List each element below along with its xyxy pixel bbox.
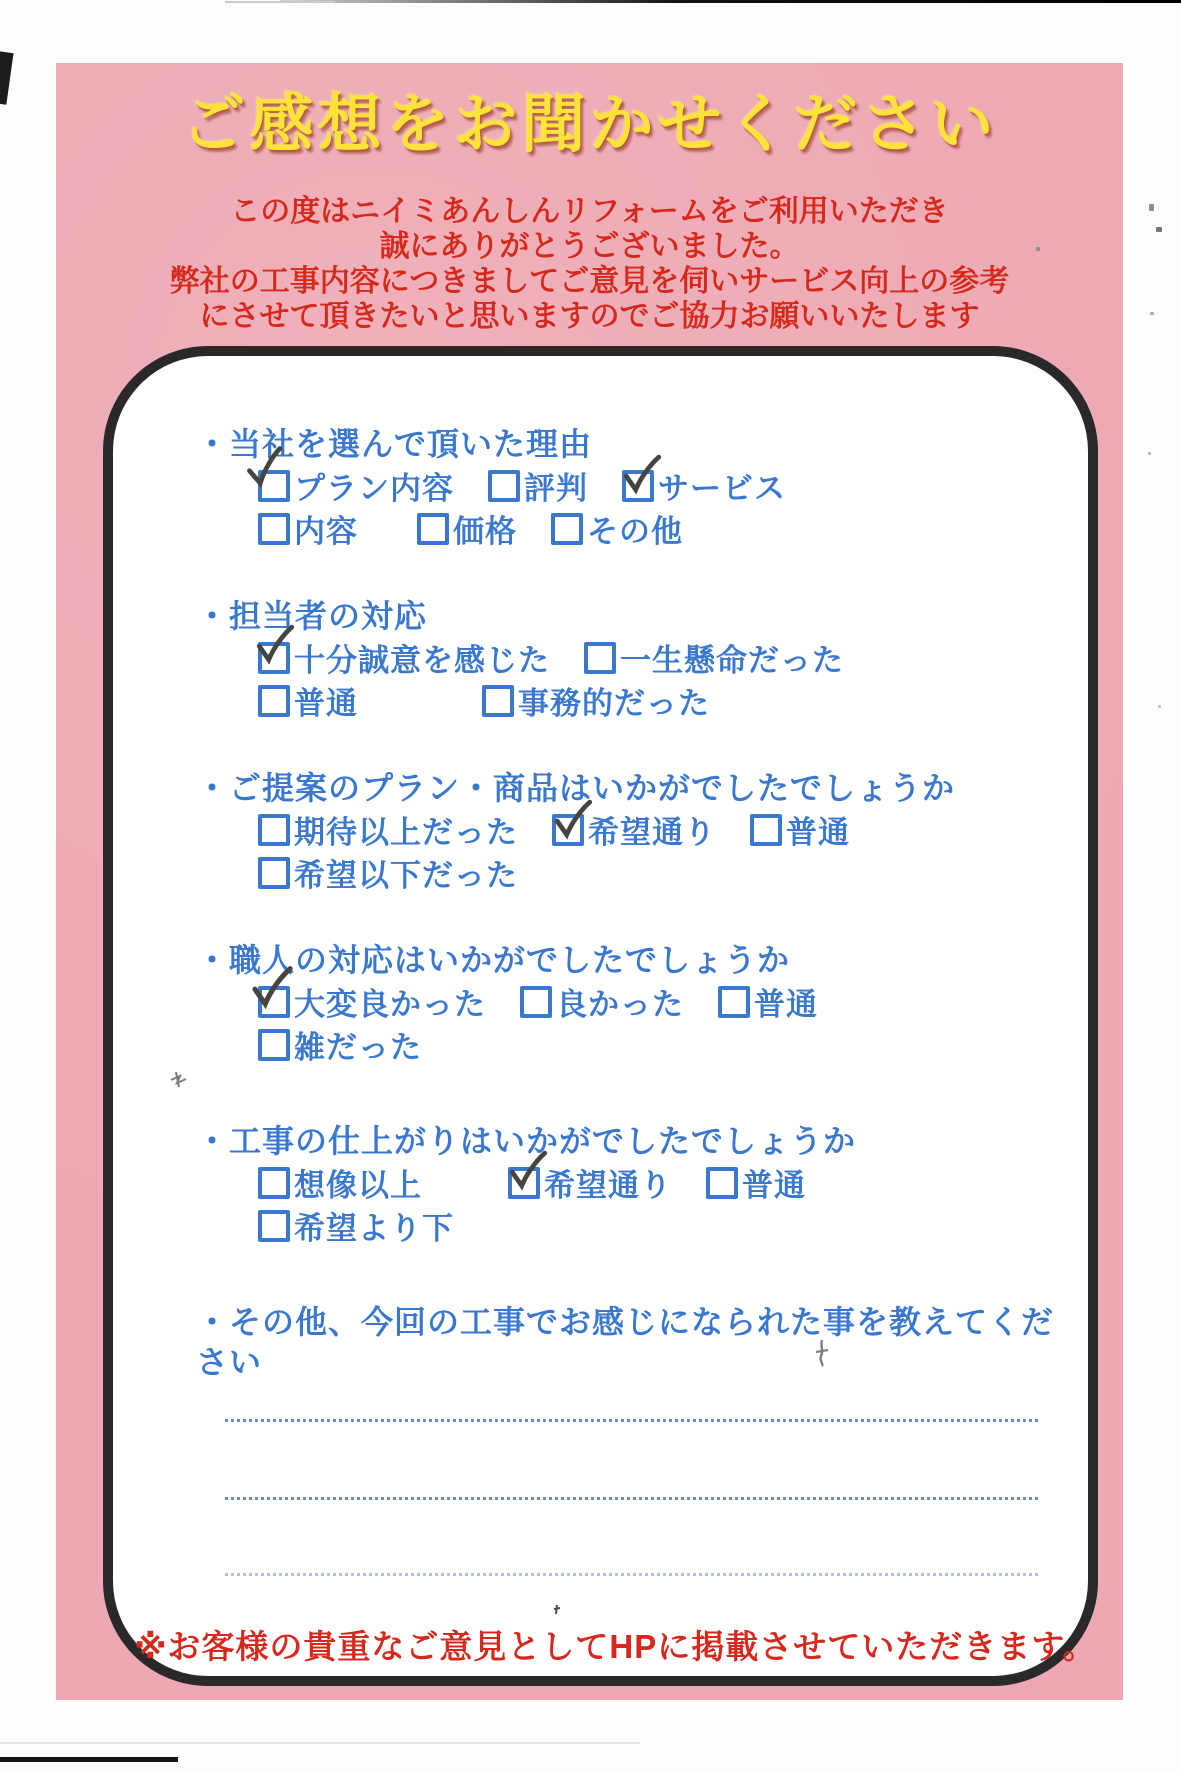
option-label: 普通 bbox=[786, 815, 850, 850]
option-label: 希望より下 bbox=[294, 1211, 454, 1246]
option-row bbox=[258, 808, 1056, 851]
scan-artifact-corner bbox=[0, 51, 14, 104]
survey-option[interactable] bbox=[417, 506, 517, 551]
question-heading: ・担当者の対応 bbox=[196, 598, 428, 634]
checkbox bbox=[258, 513, 290, 545]
option-label: 想像以上 bbox=[294, 1168, 422, 1203]
option-row bbox=[258, 980, 1056, 1023]
checkbox bbox=[508, 1167, 540, 1199]
checkbox bbox=[258, 986, 290, 1018]
option-label: 期待以上だった bbox=[294, 815, 518, 850]
scan-speck bbox=[1158, 705, 1161, 708]
option-row bbox=[258, 679, 1056, 722]
survey-option[interactable] bbox=[551, 506, 683, 551]
survey-option[interactable] bbox=[482, 678, 710, 723]
option-row bbox=[258, 1161, 1056, 1204]
question-heading: ・その他、今回の工事でお感じになられた事を教えてください bbox=[196, 1304, 1055, 1380]
option-label: プラン内容 bbox=[294, 471, 454, 506]
checkbox bbox=[258, 1167, 290, 1199]
option-label: 十分誠意を感じた bbox=[294, 643, 550, 678]
checkbox bbox=[552, 814, 584, 846]
survey-option[interactable] bbox=[258, 463, 454, 508]
survey-option[interactable] bbox=[508, 1160, 672, 1205]
option-label: 希望通り bbox=[544, 1168, 672, 1203]
option-row bbox=[258, 636, 1056, 679]
option-label: 一生懸命だった bbox=[620, 643, 844, 678]
question-other-comments bbox=[196, 1302, 1056, 1380]
checkbox bbox=[488, 470, 520, 502]
survey-option[interactable] bbox=[488, 463, 588, 508]
scan-artifact-top-edge bbox=[280, 0, 1181, 3]
scan-artifact-bottom-edge bbox=[0, 1757, 178, 1762]
checkbox bbox=[258, 470, 290, 502]
footer-note: ※お客様の貴重なご意見としてHPに掲載させていただきます。 bbox=[134, 1628, 1097, 1665]
survey-option[interactable] bbox=[706, 1160, 806, 1205]
survey-option[interactable] bbox=[258, 1022, 422, 1067]
option-label: 普通 bbox=[742, 1168, 806, 1203]
option-label: 大変良かった bbox=[294, 987, 486, 1022]
intro-line-2: 誠にありがとうございました。 bbox=[379, 230, 800, 263]
scan-artifact-streak bbox=[225, 1, 335, 3]
question-work-finish bbox=[196, 1121, 1056, 1247]
answer-line[interactable] bbox=[225, 1419, 1038, 1422]
survey-option[interactable] bbox=[258, 678, 358, 723]
option-label: 普通 bbox=[754, 987, 818, 1022]
question-heading: ・工事の仕上がりはいかがでしたでしょうか bbox=[196, 1123, 857, 1159]
checkbox bbox=[622, 470, 654, 502]
survey-option[interactable] bbox=[718, 979, 818, 1024]
scan-speck bbox=[1148, 452, 1151, 455]
option-row bbox=[258, 1023, 1056, 1066]
question-staff-response bbox=[196, 596, 1056, 722]
option-label: 内容 bbox=[294, 514, 358, 549]
survey-option[interactable] bbox=[258, 635, 550, 680]
checkbox bbox=[482, 685, 514, 717]
survey-option[interactable] bbox=[520, 979, 684, 1024]
question-craftsman-response bbox=[196, 940, 1056, 1066]
option-row bbox=[258, 507, 1056, 550]
checkbox bbox=[584, 642, 616, 674]
survey-option[interactable] bbox=[584, 635, 844, 680]
question-heading: ・ご提案のプラン・商品はいかがでしたでしょうか bbox=[196, 770, 956, 806]
scan-artifact-streak bbox=[0, 1742, 640, 1744]
survey-option[interactable] bbox=[258, 1203, 454, 1248]
option-label: 良かった bbox=[556, 987, 684, 1022]
checkbox bbox=[417, 513, 449, 545]
option-label: 価格 bbox=[453, 514, 517, 549]
option-label: 評判 bbox=[524, 471, 588, 506]
answer-line[interactable] bbox=[225, 1497, 1038, 1500]
option-row bbox=[258, 851, 1056, 894]
option-row bbox=[258, 464, 1056, 507]
checkbox bbox=[520, 986, 552, 1018]
checkbox bbox=[258, 814, 290, 846]
intro-line-1: この度はニイミあんしんリフォームをご利用いただき bbox=[230, 195, 949, 228]
option-label: 希望通り bbox=[588, 815, 716, 850]
question-company-reason bbox=[196, 424, 1056, 550]
survey-option[interactable] bbox=[622, 463, 786, 508]
survey-option[interactable] bbox=[552, 807, 716, 852]
option-label: その他 bbox=[587, 514, 683, 549]
option-label: 普通 bbox=[294, 686, 358, 721]
scan-speck bbox=[1149, 204, 1154, 211]
answer-line[interactable] bbox=[225, 1573, 1038, 1576]
checkbox bbox=[258, 685, 290, 717]
survey-option[interactable] bbox=[258, 807, 518, 852]
scan-speck bbox=[1156, 227, 1162, 232]
option-label: 雑だった bbox=[294, 1030, 422, 1065]
checkbox bbox=[258, 642, 290, 674]
survey-questions bbox=[196, 424, 1056, 1380]
survey-option[interactable] bbox=[750, 807, 850, 852]
survey-option[interactable] bbox=[258, 979, 486, 1024]
option-label: 事務的だった bbox=[518, 686, 710, 721]
page-title: ご感想をお聞かせください bbox=[181, 88, 998, 160]
question-heading: ・当社を選んで頂いた理由 bbox=[196, 426, 593, 462]
checkbox bbox=[258, 1210, 290, 1242]
survey-option[interactable] bbox=[258, 850, 518, 895]
option-label: 希望以下だった bbox=[294, 858, 518, 893]
question-heading: ・職人の対応はいかがでしたでしょうか bbox=[196, 942, 791, 978]
option-row bbox=[258, 1204, 1056, 1247]
option-label: サービス bbox=[658, 471, 786, 506]
survey-option[interactable] bbox=[258, 1160, 422, 1205]
checkbox bbox=[551, 513, 583, 545]
scan-speck bbox=[1150, 312, 1154, 315]
intro-line-4: にさせて頂きたいと思いますのでご協力お願いいたします bbox=[199, 300, 980, 333]
checkbox bbox=[750, 814, 782, 846]
intro-text bbox=[56, 194, 1123, 334]
checkbox bbox=[258, 1029, 290, 1061]
checkbox bbox=[258, 857, 290, 889]
survey-option[interactable] bbox=[258, 506, 358, 551]
question-proposed-plan bbox=[196, 768, 1056, 894]
intro-line-3: 弊社の工事内容につきましてご意見を伺いサービス向上の参考 bbox=[169, 265, 1010, 298]
checkbox bbox=[706, 1167, 738, 1199]
checkbox bbox=[718, 986, 750, 1018]
